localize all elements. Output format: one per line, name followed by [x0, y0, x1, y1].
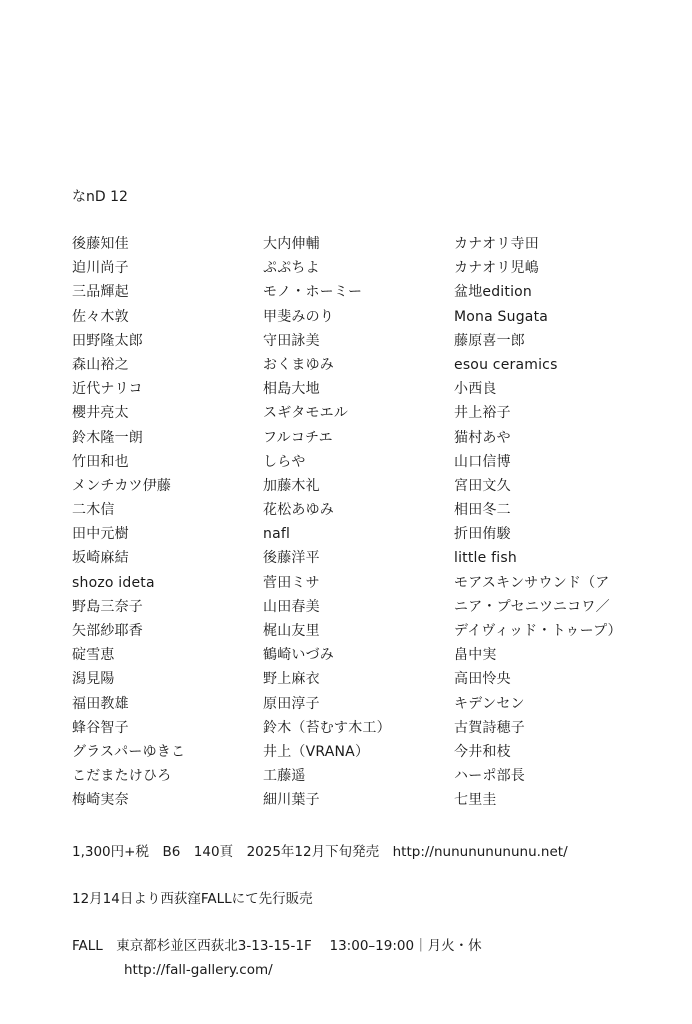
contributor-name: Mona Sugata [454, 308, 549, 325]
contributor-name: 井上裕子 [454, 405, 511, 422]
contributor-name: 野上麻衣 [263, 671, 320, 688]
contributor-name: 福田教雄 [72, 695, 129, 712]
contributors-column-3 [454, 232, 622, 813]
contributor-name: デイヴィッド・トゥープ） [454, 623, 622, 639]
contributor-name: グラスパーゆきこ [72, 743, 186, 760]
contributor-name: little fish [454, 550, 517, 567]
contributor-name: 盆地edition [454, 284, 533, 301]
contributor-name: 高田怜央 [454, 671, 511, 688]
contributor-name: nafl [263, 526, 291, 543]
contributor-name: 菅田ミサ [263, 574, 320, 591]
contributor-name: 原田淳子 [263, 695, 320, 712]
contributor-name: 相島大地 [263, 381, 320, 398]
contributor-name: 大内伸輔 [263, 236, 320, 252]
contributor-name: 野島三奈子 [72, 598, 143, 615]
contributor-name: esou ceramics [454, 356, 558, 373]
contributor-name: カナオリ児嶋 [454, 260, 539, 277]
contributor-name: 相田冬二 [454, 502, 511, 519]
contributor-name: 畠中実 [454, 647, 497, 664]
contributor-name: 後藤洋平 [263, 550, 320, 567]
presale-info: 12月14日より西荻窪FALLにて先行販売 [72, 891, 313, 907]
contributor-name: こだまたけひろ [72, 768, 172, 785]
contributor-name: 工藤遥 [263, 768, 306, 785]
contributor-name: 細川葉子 [263, 792, 320, 809]
contributor-name: スギタモエル [263, 405, 349, 422]
contributor-name: 鈴木隆一朗 [72, 429, 143, 446]
contributor-name: 七里圭 [454, 792, 497, 809]
contributor-name: 田野隆太郎 [72, 332, 143, 349]
contributor-name: しらや [263, 453, 306, 470]
contributors-column-1 [72, 232, 185, 813]
contributor-name: ぷぷちよ [263, 260, 320, 277]
contributor-name: 潟見陽 [72, 671, 115, 688]
contributor-name: モノ・ホーミー [263, 284, 363, 301]
contributor-name: 碇雪恵 [72, 647, 115, 664]
contributor-name: 今井和枝 [454, 743, 511, 760]
contributor-name: 佐々木敦 [72, 308, 129, 325]
contributor-name: 花松あゆみ [263, 502, 334, 519]
contributor-name: 梶山友里 [263, 623, 320, 639]
contributor-name: 迫川尚子 [72, 260, 129, 277]
contributor-name: 森山裕之 [72, 356, 129, 373]
contributor-name: 櫻井亮太 [72, 405, 129, 422]
contributor-name: フルコチエ [263, 429, 333, 446]
contributor-name: メンチカツ伊藤 [72, 477, 172, 494]
contributor-name: 蜂谷智子 [72, 719, 129, 736]
contributor-name: 折田侑駿 [454, 526, 511, 543]
venue-url: http://fall-gallery.com/ [124, 962, 273, 978]
contributor-name: 近代ナリコ [72, 381, 143, 398]
contributor-name: ハーポ部長 [454, 768, 525, 785]
contributor-name: 藤原喜一郎 [454, 332, 525, 349]
contributor-name: 三品輝起 [72, 284, 129, 301]
contributor-name: キデンセン [454, 695, 525, 712]
contributor-name: 猫村あや [454, 429, 511, 446]
contributor-name: 甲斐みのり [263, 308, 334, 325]
contributor-name: 田中元樹 [72, 526, 129, 543]
contributor-name: 加藤木礼 [263, 477, 320, 494]
contributor-name: 山口信博 [454, 453, 511, 470]
contributor-name: 鈴木（苔むす木工） [263, 719, 391, 736]
contributor-name: 矢部紗耶香 [72, 623, 143, 639]
contributor-name: 鶴崎いづみ [263, 647, 334, 664]
contributor-name: 小西良 [454, 381, 497, 398]
contributor-name: 守田詠美 [263, 332, 320, 349]
contributor-name: 山田春美 [263, 598, 320, 615]
contributor-name: カナオリ寺田 [454, 236, 539, 252]
contributors-column-2 [263, 232, 391, 813]
contributor-name: モアスキンサウンド（ア [454, 574, 610, 591]
zine-title: なnD 12 [72, 189, 128, 205]
contributor-name: 井上（VRANA） [263, 743, 370, 760]
venue-info: FALL 東京都杉並区西荻北3-13-15-1F 13:00–19:00｜月火・休 [72, 938, 482, 954]
contributor-name: 竹田和也 [72, 453, 129, 470]
contributor-name: 古賀詩穂子 [454, 719, 525, 736]
contributor-name: ニア・プセニツニコワ／ [454, 598, 610, 615]
contributor-name: 二木信 [72, 502, 115, 519]
contributor-name: 宮田文久 [454, 477, 511, 494]
publication-info: 1,300円+税 B6 140頁 2025年12月下旬発売 http://nunununununu.net/ [72, 844, 568, 860]
contributor-name: shozo ideta [72, 574, 155, 591]
contributor-name: 坂崎麻結 [72, 550, 129, 567]
contributor-name: 後藤知佳 [72, 236, 129, 252]
contributor-name: 梅崎実奈 [72, 792, 129, 809]
contributor-name: おくまゆみ [263, 356, 334, 373]
